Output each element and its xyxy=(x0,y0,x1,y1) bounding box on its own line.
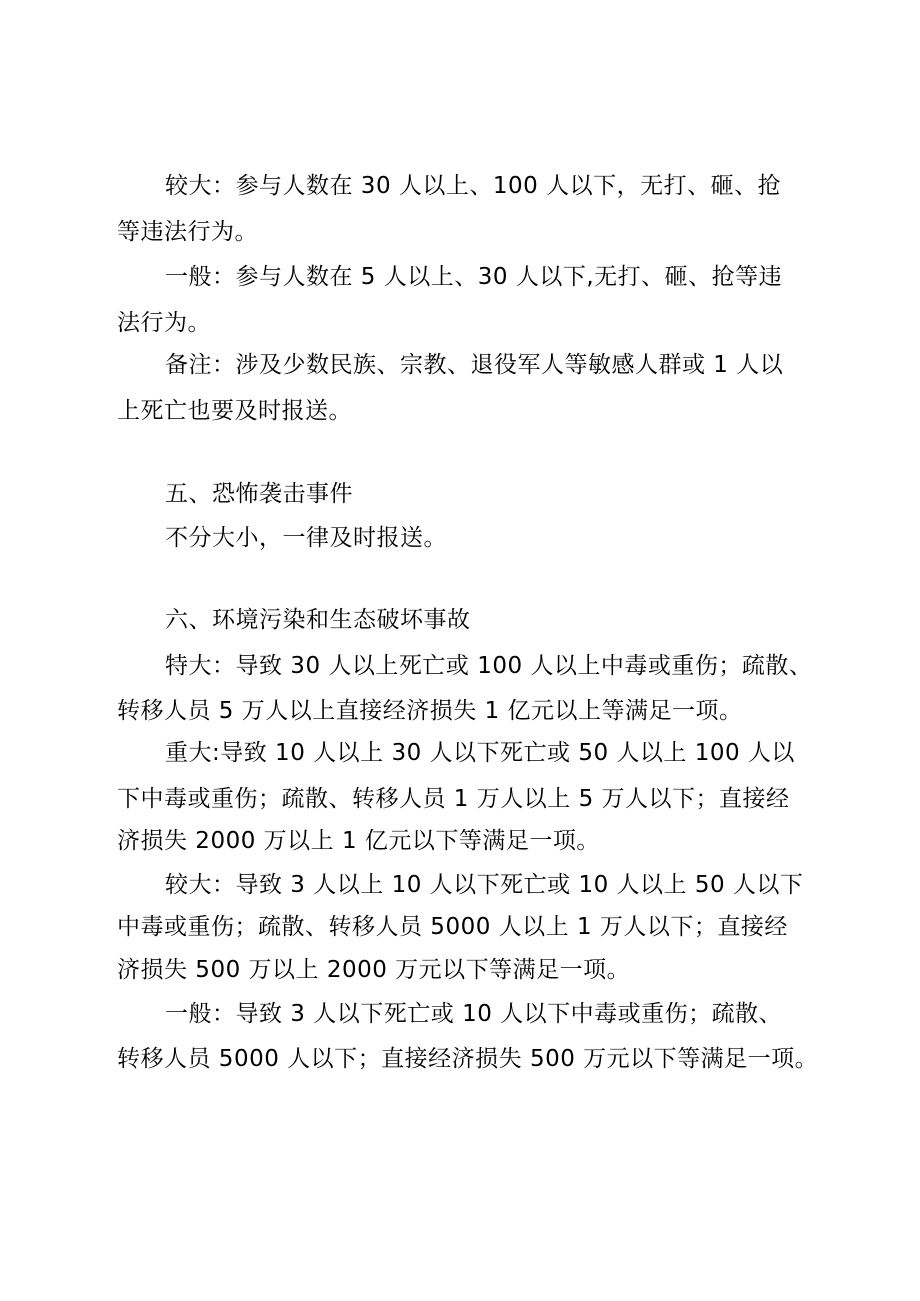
section6-p3-line2: 中毒或重伤；疏散、转移人员 5000 人以上 1 万人以下；直接经 xyxy=(117,914,788,940)
para-general-line2: 法行为。 xyxy=(117,310,211,336)
section6-p3-line1: 较大：导致 3 人以上 10 人以下死亡或 10 人以上 50 人以下 xyxy=(165,872,804,898)
section6-p1-line1: 特大：导致 30 人以上死亡或 100 人以上中毒或重伤；疏散、 xyxy=(165,653,813,679)
section6-p2-line2: 下中毒或重伤；疏散、转移人员 1 万人以上 5 万人以下；直接经 xyxy=(117,786,790,812)
section6-p1-line2: 转移人员 5 万人以上直接经济损失 1 亿元以上等满足一项。 xyxy=(117,698,743,724)
section6-p2-line1: 重大:导致 10 人以上 30 人以下死亡或 50 人以上 100 人以 xyxy=(165,740,795,766)
section6-p2-line3: 济损失 2000 万以上 1 亿元以下等满足一项。 xyxy=(117,828,600,854)
section6-p3-line3: 济损失 500 万以上 2000 万元以下等满足一项。 xyxy=(117,957,631,983)
section6-p4-line2: 转移人员 5000 人以下；直接经济损失 500 万元以下等满足一项。 xyxy=(117,1046,819,1072)
section6-p4-line1: 一般：导致 3 人以下死亡或 10 人以下中毒或重伤；疏散、 xyxy=(165,1001,783,1027)
para-note-line2: 上死亡也要及时报送。 xyxy=(117,398,352,424)
para-general-line1: 一般：参与人数在 5 人以上、30 人以下,无打、砸、抢等违 xyxy=(165,264,783,290)
section6-heading: 六、环境污染和生态破坏事故 xyxy=(165,607,471,633)
para-note-line1: 备注：涉及少数民族、宗教、退役军人等敏感人群或 1 人以 xyxy=(165,352,784,378)
section5-body: 不分大小，一律及时报送。 xyxy=(165,525,447,551)
para-larger-line1: 较大：参与人数在 30 人以上、100 人以下，无打、砸、抢 xyxy=(165,173,782,199)
para-larger-line2: 等违法行为。 xyxy=(117,219,258,245)
section5-heading: 五、恐怖袭击事件 xyxy=(165,481,353,507)
